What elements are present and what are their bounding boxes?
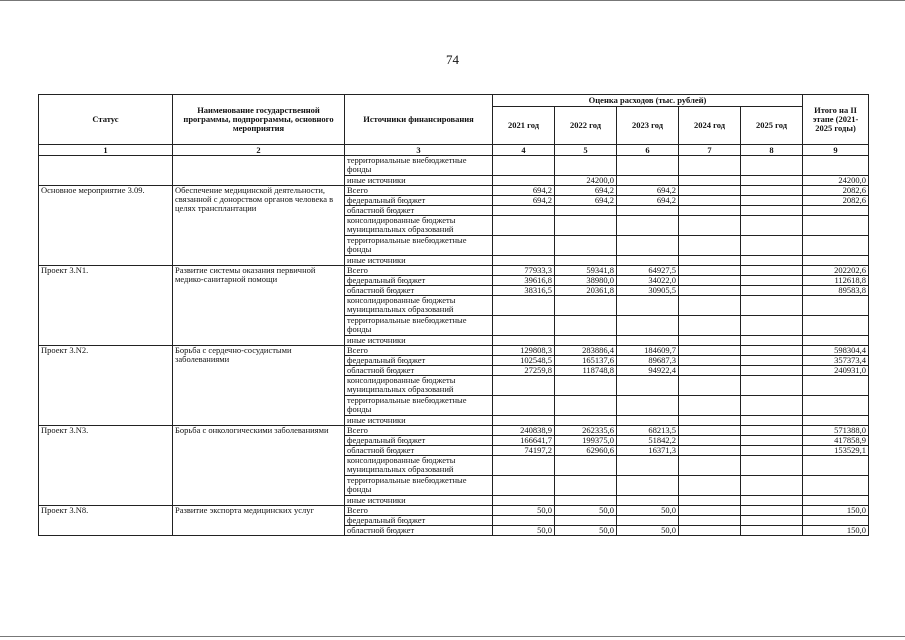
amount-cell: [493, 156, 555, 176]
header-status: Статус: [39, 95, 173, 145]
scan-top-edge: [0, 0, 905, 1]
amount-cell: [679, 296, 741, 316]
amount-cell: [679, 286, 741, 296]
amount-cell: [679, 346, 741, 356]
amount-cell: [617, 316, 679, 336]
amount-cell: [803, 396, 869, 416]
amount-cell: 262335,6: [555, 426, 617, 436]
amount-cell: [555, 216, 617, 236]
amount-cell: [555, 456, 617, 476]
amount-cell: [741, 256, 803, 266]
col-number: 3: [345, 145, 493, 156]
table-row: [39, 186, 869, 196]
column-numbers-row: [39, 145, 869, 156]
amount-cell: 16371,3: [617, 446, 679, 456]
amount-cell: [493, 456, 555, 476]
amount-cell: [803, 416, 869, 426]
table-row: [39, 156, 869, 176]
amount-cell: [617, 336, 679, 346]
amount-cell: [741, 216, 803, 236]
amount-cell: 102548,5: [493, 356, 555, 366]
amount-cell: 694,2: [493, 196, 555, 206]
amount-cell: 694,2: [617, 186, 679, 196]
amount-cell: [617, 456, 679, 476]
amount-cell: 89687,3: [617, 356, 679, 366]
program-name-cell: Обеспечение медицинской деятельности, связанной с донорством органов человека в целях трансплантации: [173, 186, 345, 266]
amount-cell: [679, 426, 741, 436]
amount-cell: [555, 496, 617, 506]
amount-cell: 2082,6: [803, 186, 869, 196]
amount-cell: [493, 376, 555, 396]
amount-cell: 694,2: [617, 196, 679, 206]
source-cell: федеральный бюджет: [345, 516, 493, 526]
source-cell: иные источники: [345, 336, 493, 346]
amount-cell: [741, 286, 803, 296]
amount-cell: 598304,4: [803, 346, 869, 356]
table-row: [39, 266, 869, 276]
amount-cell: [741, 396, 803, 416]
amount-cell: [803, 336, 869, 346]
amount-cell: [555, 206, 617, 216]
amount-cell: [741, 206, 803, 216]
amount-cell: [741, 506, 803, 516]
source-cell: областной бюджет: [345, 286, 493, 296]
amount-cell: [679, 416, 741, 426]
amount-cell: [741, 316, 803, 336]
amount-cell: [555, 256, 617, 266]
amount-cell: [803, 516, 869, 526]
amount-cell: [493, 206, 555, 216]
amount-cell: 50,0: [493, 506, 555, 516]
amount-cell: 74197,2: [493, 446, 555, 456]
amount-cell: [803, 216, 869, 236]
amount-cell: [679, 336, 741, 346]
amount-cell: [803, 376, 869, 396]
amount-cell: 38980,0: [555, 276, 617, 286]
amount-cell: 2082,6: [803, 196, 869, 206]
amount-cell: [555, 296, 617, 316]
amount-cell: [617, 376, 679, 396]
amount-cell: [679, 216, 741, 236]
amount-cell: [679, 196, 741, 206]
amount-cell: [803, 476, 869, 496]
source-cell: федеральный бюджет: [345, 436, 493, 446]
amount-cell: [741, 266, 803, 276]
amount-cell: [493, 476, 555, 496]
amount-cell: 62960,6: [555, 446, 617, 456]
amount-cell: [679, 476, 741, 496]
table-header: [39, 95, 869, 156]
header-year: 2025 год: [741, 107, 803, 145]
amount-cell: 38316,5: [493, 286, 555, 296]
amount-cell: 694,2: [555, 196, 617, 206]
col-number: 4: [493, 145, 555, 156]
source-cell: иные источники: [345, 416, 493, 426]
amount-cell: [617, 206, 679, 216]
source-cell: территориальные внебюджетные фонды: [345, 476, 493, 496]
amount-cell: [741, 456, 803, 476]
source-cell: территориальные внебюджетные фонды: [345, 156, 493, 176]
page-number: 74: [446, 52, 459, 67]
amount-cell: 118748,8: [555, 366, 617, 376]
amount-cell: 24200,0: [803, 176, 869, 186]
header-year: 2021 год: [493, 107, 555, 145]
header-year: 2022 год: [555, 107, 617, 145]
amount-cell: 694,2: [555, 186, 617, 196]
amount-cell: [741, 236, 803, 256]
amount-cell: [679, 496, 741, 506]
amount-cell: [617, 476, 679, 496]
header-expenses: Оценка расходов (тыс. рублей): [493, 95, 803, 107]
amount-cell: 694,2: [493, 186, 555, 196]
amount-cell: [493, 296, 555, 316]
header-year: 2023 год: [617, 107, 679, 145]
amount-cell: [679, 256, 741, 266]
amount-cell: [741, 186, 803, 196]
source-cell: консолидированные бюджеты муниципальных образований: [345, 456, 493, 476]
source-cell: федеральный бюджет: [345, 356, 493, 366]
amount-cell: [555, 476, 617, 496]
amount-cell: [679, 366, 741, 376]
amount-cell: [741, 376, 803, 396]
amount-cell: 283886,4: [555, 346, 617, 356]
amount-cell: [679, 446, 741, 456]
amount-cell: [617, 416, 679, 426]
amount-cell: [555, 516, 617, 526]
amount-cell: [741, 176, 803, 186]
amount-cell: [679, 266, 741, 276]
amount-cell: [741, 336, 803, 346]
amount-cell: 27259,8: [493, 366, 555, 376]
status-cell: Проект 3.N3.: [39, 426, 173, 506]
col-number: 9: [803, 145, 869, 156]
amount-cell: [679, 276, 741, 286]
amount-cell: 150,0: [803, 526, 869, 536]
amount-cell: 68213,5: [617, 426, 679, 436]
amount-cell: [741, 346, 803, 356]
amount-cell: 51842,2: [617, 436, 679, 446]
program-name-cell: Борьба с сердечно-сосудистыми заболеваниями: [173, 346, 345, 426]
program-name-cell: Развитие экспорта медицинских услуг: [173, 506, 345, 536]
amount-cell: [493, 216, 555, 236]
source-cell: федеральный бюджет: [345, 196, 493, 206]
amount-cell: 153529,1: [803, 446, 869, 456]
program-name-cell: Борьба с онкологическими заболеваниями: [173, 426, 345, 506]
amount-cell: [555, 236, 617, 256]
amount-cell: [493, 416, 555, 426]
amount-cell: [679, 316, 741, 336]
table-body: [39, 156, 869, 536]
amount-cell: [803, 156, 869, 176]
amount-cell: [741, 296, 803, 316]
source-cell: территориальные внебюджетные фонды: [345, 236, 493, 256]
amount-cell: 34022,0: [617, 276, 679, 286]
amount-cell: 50,0: [555, 506, 617, 516]
amount-cell: [679, 186, 741, 196]
source-cell: иные источники: [345, 496, 493, 506]
source-cell: Всего: [345, 426, 493, 436]
amount-cell: [617, 496, 679, 506]
program-name-cell: Развитие системы оказания первичной медико-санитарной помощи: [173, 266, 345, 346]
col-number: 1: [39, 145, 173, 156]
status-cell: Проект 3.N1.: [39, 266, 173, 346]
amount-cell: 357373,4: [803, 356, 869, 366]
budget-table: [38, 94, 869, 536]
amount-cell: [617, 236, 679, 256]
source-cell: областной бюджет: [345, 366, 493, 376]
amount-cell: 50,0: [617, 526, 679, 536]
amount-cell: [741, 416, 803, 426]
amount-cell: [741, 446, 803, 456]
source-cell: консолидированные бюджеты муниципальных образований: [345, 296, 493, 316]
status-cell: Проект 3.N8.: [39, 506, 173, 536]
amount-cell: [803, 496, 869, 506]
col-number: 8: [741, 145, 803, 156]
header-sources: Источники финансирования: [345, 95, 493, 145]
amount-cell: 166641,7: [493, 436, 555, 446]
amount-cell: 240931,0: [803, 366, 869, 376]
source-cell: иные источники: [345, 176, 493, 186]
amount-cell: 39616,8: [493, 276, 555, 286]
name-cell: [173, 156, 345, 186]
amount-cell: [493, 316, 555, 336]
amount-cell: [555, 376, 617, 396]
amount-cell: [617, 176, 679, 186]
table-row: [39, 506, 869, 516]
source-cell: Всего: [345, 506, 493, 516]
amount-cell: [493, 236, 555, 256]
header-name: Наименование государственной программы, подпрограммы, основного мероприятия: [173, 95, 345, 145]
amount-cell: [555, 336, 617, 346]
amount-cell: [617, 216, 679, 236]
amount-cell: [741, 356, 803, 366]
table-row: [39, 346, 869, 356]
amount-cell: [617, 256, 679, 266]
amount-cell: [679, 206, 741, 216]
source-cell: консолидированные бюджеты муниципальных образований: [345, 216, 493, 236]
col-number: 7: [679, 145, 741, 156]
amount-cell: [741, 516, 803, 526]
amount-cell: [555, 316, 617, 336]
amount-cell: [679, 376, 741, 396]
amount-cell: 184609,7: [617, 346, 679, 356]
amount-cell: 59341,8: [555, 266, 617, 276]
amount-cell: [493, 516, 555, 526]
amount-cell: 150,0: [803, 506, 869, 516]
amount-cell: 89583,8: [803, 286, 869, 296]
amount-cell: 202202,6: [803, 266, 869, 276]
status-cell: [39, 156, 173, 186]
amount-cell: 129808,3: [493, 346, 555, 356]
source-cell: Всего: [345, 346, 493, 356]
scan-bottom-edge: [0, 636, 905, 637]
amount-cell: [617, 396, 679, 416]
source-cell: консолидированные бюджеты муниципальных образований: [345, 376, 493, 396]
source-cell: областной бюджет: [345, 206, 493, 216]
amount-cell: [679, 506, 741, 516]
source-cell: территориальные внебюджетные фонды: [345, 396, 493, 416]
amount-cell: [741, 476, 803, 496]
amount-cell: 64927,5: [617, 266, 679, 276]
amount-cell: [679, 456, 741, 476]
amount-cell: 571388,0: [803, 426, 869, 436]
col-number: 6: [617, 145, 679, 156]
amount-cell: [803, 206, 869, 216]
amount-cell: [741, 366, 803, 376]
amount-cell: [493, 396, 555, 416]
amount-cell: [679, 396, 741, 416]
amount-cell: [493, 176, 555, 186]
amount-cell: [679, 176, 741, 186]
source-cell: областной бюджет: [345, 526, 493, 536]
amount-cell: 199375,0: [555, 436, 617, 446]
amount-cell: [555, 396, 617, 416]
amount-cell: [617, 156, 679, 176]
amount-cell: [741, 496, 803, 506]
amount-cell: [679, 356, 741, 366]
amount-cell: 20361,8: [555, 286, 617, 296]
table-row: [39, 426, 869, 436]
amount-cell: [741, 276, 803, 286]
header-total: Итого на II этапе (2021-2025 годы): [803, 95, 869, 145]
amount-cell: [493, 496, 555, 506]
amount-cell: [679, 516, 741, 526]
amount-cell: [493, 336, 555, 346]
amount-cell: [679, 526, 741, 536]
amount-cell: 24200,0: [555, 176, 617, 186]
amount-cell: [741, 156, 803, 176]
amount-cell: [741, 196, 803, 206]
amount-cell: [679, 156, 741, 176]
status-cell: Проект 3.N2.: [39, 346, 173, 426]
source-cell: иные источники: [345, 256, 493, 266]
amount-cell: [555, 416, 617, 426]
amount-cell: [679, 436, 741, 446]
source-cell: территориальные внебюджетные фонды: [345, 316, 493, 336]
amount-cell: 50,0: [493, 526, 555, 536]
source-cell: Всего: [345, 266, 493, 276]
amount-cell: [803, 236, 869, 256]
amount-cell: 112618,8: [803, 276, 869, 286]
amount-cell: 50,0: [555, 526, 617, 536]
amount-cell: [741, 526, 803, 536]
amount-cell: [679, 236, 741, 256]
amount-cell: 240838,9: [493, 426, 555, 436]
source-cell: областной бюджет: [345, 446, 493, 456]
amount-cell: 30905,5: [617, 286, 679, 296]
amount-cell: [493, 256, 555, 266]
amount-cell: 417858,9: [803, 436, 869, 446]
amount-cell: [803, 256, 869, 266]
amount-cell: 50,0: [617, 506, 679, 516]
amount-cell: [803, 316, 869, 336]
amount-cell: [617, 296, 679, 316]
amount-cell: [555, 156, 617, 176]
amount-cell: [803, 456, 869, 476]
amount-cell: 94922,4: [617, 366, 679, 376]
source-cell: федеральный бюджет: [345, 276, 493, 286]
amount-cell: [803, 296, 869, 316]
amount-cell: 77933,3: [493, 266, 555, 276]
source-cell: Всего: [345, 186, 493, 196]
amount-cell: [617, 516, 679, 526]
col-number: 5: [555, 145, 617, 156]
amount-cell: 165137,6: [555, 356, 617, 366]
status-cell: Основное мероприятие 3.09.: [39, 186, 173, 266]
amount-cell: [741, 436, 803, 446]
col-number: 2: [173, 145, 345, 156]
header-year: 2024 год: [679, 107, 741, 145]
amount-cell: [741, 426, 803, 436]
